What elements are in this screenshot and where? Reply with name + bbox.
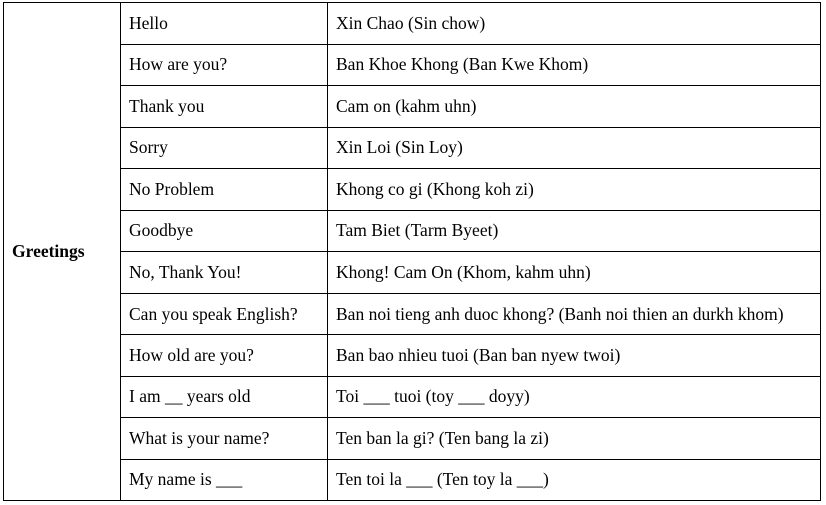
phrase-table bbox=[3, 2, 821, 501]
table-row bbox=[4, 86, 821, 128]
vietnamese-phrase: Ban bao nhieu tuoi (Ban ban nyew twoi) bbox=[328, 335, 821, 377]
vietnamese-phrase: Ten ban la gi? (Ten bang la zi) bbox=[328, 418, 821, 460]
english-phrase: My name is ___ bbox=[121, 459, 328, 501]
vietnamese-phrase: Ten toi la ___ (Ten toy la ___) bbox=[328, 459, 821, 501]
vietnamese-phrase: Tam Biet (Tarm Byeet) bbox=[328, 210, 821, 252]
table-row bbox=[4, 293, 821, 335]
english-phrase: I am __ years old bbox=[121, 376, 328, 418]
vietnamese-phrase: Ban noi tieng anh duoc khong? (Banh noi thien an durkh khom) bbox=[328, 293, 821, 335]
english-phrase: Sorry bbox=[121, 127, 328, 169]
table-row bbox=[4, 459, 821, 501]
english-phrase: Goodbye bbox=[121, 210, 328, 252]
table-row bbox=[4, 210, 821, 252]
table-row bbox=[4, 3, 821, 45]
category-cell: Greetings bbox=[4, 3, 121, 501]
vietnamese-phrase: Toi ___ tuoi (toy ___ doyy) bbox=[328, 376, 821, 418]
english-phrase: Can you speak English? bbox=[121, 293, 328, 335]
vietnamese-phrase: Cam on (kahm uhn) bbox=[328, 86, 821, 128]
table-row bbox=[4, 376, 821, 418]
vietnamese-phrase: Xin Chao (Sin chow) bbox=[328, 3, 821, 45]
table-row bbox=[4, 418, 821, 460]
table-row bbox=[4, 335, 821, 377]
english-phrase: Thank you bbox=[121, 86, 328, 128]
vietnamese-phrase: Khong! Cam On (Khom, kahm uhn) bbox=[328, 252, 821, 294]
english-phrase: How are you? bbox=[121, 44, 328, 86]
vietnamese-phrase: Khong co gi (Khong koh zi) bbox=[328, 169, 821, 211]
vietnamese-phrase: Xin Loi (Sin Loy) bbox=[328, 127, 821, 169]
english-phrase: No, Thank You! bbox=[121, 252, 328, 294]
vietnamese-phrase: Ban Khoe Khong (Ban Kwe Khom) bbox=[328, 44, 821, 86]
table-row bbox=[4, 252, 821, 294]
table-row bbox=[4, 44, 821, 86]
english-phrase: Hello bbox=[121, 3, 328, 45]
english-phrase: What is your name? bbox=[121, 418, 328, 460]
english-phrase: How old are you? bbox=[121, 335, 328, 377]
table-row bbox=[4, 169, 821, 211]
table-row bbox=[4, 127, 821, 169]
english-phrase: No Problem bbox=[121, 169, 328, 211]
